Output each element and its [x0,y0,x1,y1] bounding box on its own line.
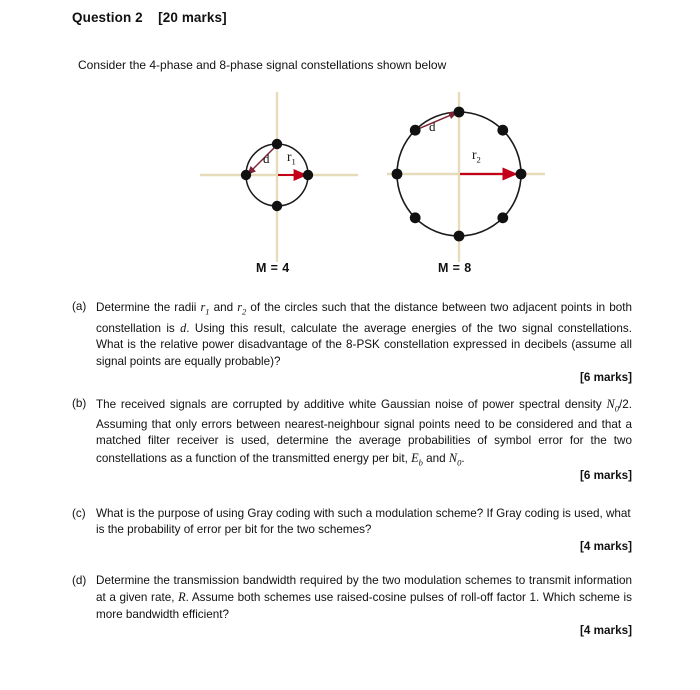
part-c-line1: What is the purpose of using Gray coding with such a modulation scheme? If Gray coding is used, [96,507,603,520]
part-c-line2: what is the probability of error per bit for the two schemes? [96,507,631,537]
part-a-marks: [6 marks] [580,371,632,384]
m4-point [272,139,282,149]
part-a-text [96,299,632,370]
part-b-marks: [6 marks] [580,469,632,482]
m8-distance-line [415,112,457,130]
part-b-label: (b) [72,397,87,410]
constellations-svg [0,85,700,290]
part-b-text [96,396,632,471]
figure-m4 [200,92,358,262]
part-c [72,506,632,539]
m8-radius-label [472,147,481,165]
part-a-seg3: of the circles such that the distance between two adjacent points in both constellation is [96,301,632,335]
part-d-marks: [4 marks] [580,624,632,637]
part-b-n0-sub: 0 [614,403,619,414]
part-c-text [96,506,632,539]
part-d [72,573,632,623]
part-b-n0b-sub: 0 [457,457,462,468]
part-a [72,299,632,370]
part-b-n0b-letter: N [448,450,458,465]
m4-point [303,170,313,180]
part-a-r2-sub: 2 [242,306,247,317]
m4-radius-letter: r [287,149,292,164]
part-d-text [96,573,632,623]
part-a-seg2: and [209,301,238,314]
m8-point [454,231,465,242]
part-b [72,396,632,471]
m8-radius-subscript: 2 [476,154,481,165]
part-b-seg2: /2. Assuming that only errors between nearest-neighbour signal points need to be considered and that a matched filter receiver is used, determine the average probabilities of symbol error for the two constellations as a function of the transmitted energy per bit, [96,398,632,465]
part-b-eb [411,450,423,468]
m8-radius-letter: r [472,147,477,162]
part-a-r2-letter: r [237,300,243,314]
part-b-n0b [448,450,465,468]
part-a-r1-sub: 1 [205,306,210,317]
m8-point [454,107,465,118]
m4-radius-label [287,149,296,167]
m8-point [497,125,508,136]
part-d-seg2: . Assume both schemes use raised-cosine pulses of roll-off factor 1. Which scheme is more bandwidth efficient? [96,591,632,621]
part-a-r1 [200,300,210,317]
m4-distance-label: d [263,151,270,166]
constellation-figures [0,85,700,280]
m8-point [516,169,527,180]
part-c-label: (c) [72,507,86,520]
m8-point [497,212,508,223]
part-a-d: d [180,320,187,335]
part-c-marks: [4 marks] [580,540,632,553]
intro-text: Consider the 4-phase and 8-phase signal constellations shown below [78,58,447,72]
caption-m4: M = 4 [256,261,290,275]
part-d-label: (d) [72,574,87,587]
part-b-eb-sub: b [418,457,423,468]
part-a-r2 [237,300,247,317]
part-d-seg1: Determine the transmission bandwidth required by the two modulation schemes to transmit information at a given rate, [96,574,632,605]
part-b-eb-letter: E [411,450,419,465]
m4-point [241,170,251,180]
part-d-r: R [178,590,186,605]
m4-radius-subscript: 1 [291,156,296,167]
figure-m8 [387,92,545,262]
m8-point [410,125,421,136]
m8-point [410,212,421,223]
part-b-n0-letter: N [606,397,615,411]
m8-point [392,169,403,180]
part-b-seg3: and [422,451,449,465]
part-b-seg1: The received signals are corrupted by additive white Gaussian noise of power spectral density [96,398,607,411]
part-a-seg4: . Using this result, calculate the average energies of the two signal constellations. What is the relative power disadvantage of the 8-PSK constellation expressed in decibels (assume all signal points are equally probable)? [96,321,632,368]
part-b-n0 [606,397,620,414]
caption-m8: M = 8 [438,261,472,275]
m4-point [272,201,282,211]
part-a-r1-letter: r [200,300,206,314]
part-a-seg1: Determine the radii [96,301,201,314]
part-a-label: (a) [72,300,87,313]
part-b-seg4: . [461,451,465,465]
m8-distance-label: d [429,119,436,134]
page-title: Question 2 [20 marks] [72,10,227,25]
